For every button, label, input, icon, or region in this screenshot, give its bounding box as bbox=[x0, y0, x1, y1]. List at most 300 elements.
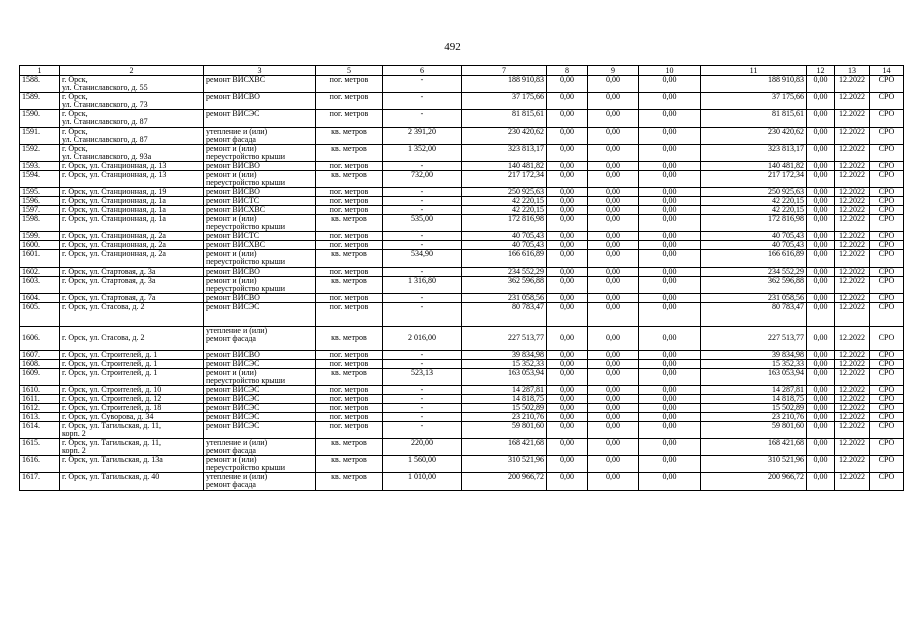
work-type-cell bbox=[204, 385, 316, 394]
work-type-cell bbox=[204, 188, 316, 197]
quantity-cell: - bbox=[383, 350, 462, 359]
fund-cell-8: 0,00 bbox=[547, 276, 588, 293]
fund-cell-8: 0,00 bbox=[547, 421, 588, 438]
total-cost-cell: 14 287,81 bbox=[462, 385, 547, 394]
row-number: 1611. bbox=[20, 394, 60, 403]
address-cell-line: ул. Станиславского, д. 87 bbox=[62, 117, 148, 127]
quantity-cell: - bbox=[383, 188, 462, 197]
fund-cell-9: 0,00 bbox=[588, 385, 639, 394]
fund-cell-8: 0,00 bbox=[547, 93, 588, 110]
address-cell-line: г. Орск, bbox=[62, 75, 88, 84]
quantity-cell: 2 391,20 bbox=[383, 127, 462, 144]
quantity-cell: 523,13 bbox=[383, 368, 462, 385]
fund-cell-10: 0,00 bbox=[639, 403, 701, 412]
unit-cell: пог. метров bbox=[316, 197, 383, 206]
address-cell bbox=[60, 232, 204, 241]
fund-cell-12: 0,00 bbox=[807, 368, 835, 385]
table-row bbox=[20, 232, 904, 241]
address-cell bbox=[60, 350, 204, 359]
fund-cell-11: 59 801,60 bbox=[701, 421, 807, 438]
address-cell-line: г. Орск, ул. Строителей, д. 1 bbox=[62, 350, 158, 359]
row-number: 1606. bbox=[20, 326, 60, 350]
deadline-cell: 12.2022 bbox=[835, 76, 870, 93]
column-header-1: 1 bbox=[20, 66, 60, 76]
column-header-7: 7 bbox=[462, 66, 547, 76]
unit-cell: кв. метров bbox=[316, 439, 383, 456]
fund-cell-12: 0,00 bbox=[807, 188, 835, 197]
deadline-cell: 12.2022 bbox=[835, 456, 870, 473]
work-type-cell-line: ремонт фасада bbox=[206, 333, 256, 343]
total-cost-cell: 39 834,98 bbox=[462, 350, 547, 359]
fund-cell-9: 0,00 bbox=[588, 276, 639, 293]
method-cell: СРО bbox=[870, 232, 904, 241]
table-header bbox=[20, 66, 904, 76]
fund-cell-10: 0,00 bbox=[639, 170, 701, 187]
work-type-cell-line: ремонт ВИСВО bbox=[206, 293, 260, 302]
column-header-14: 14 bbox=[870, 66, 904, 76]
total-cost-cell: 200 966,72 bbox=[462, 473, 547, 490]
table-row bbox=[20, 188, 904, 197]
quantity-cell: - bbox=[383, 412, 462, 421]
unit-cell: пог. метров bbox=[316, 403, 383, 412]
fund-cell-11: 14 287,81 bbox=[701, 385, 807, 394]
work-type-cell bbox=[204, 144, 316, 161]
total-cost-cell: 166 616,89 bbox=[462, 250, 547, 267]
table-row bbox=[20, 250, 904, 267]
fund-cell-12: 0,00 bbox=[807, 76, 835, 93]
column-header-2: 2 bbox=[60, 66, 204, 76]
method-cell: СРО bbox=[870, 403, 904, 412]
method-cell: СРО bbox=[870, 412, 904, 421]
table-row bbox=[20, 276, 904, 293]
fund-cell-9: 0,00 bbox=[588, 188, 639, 197]
fund-cell-12: 0,00 bbox=[807, 93, 835, 110]
fund-cell-9: 0,00 bbox=[588, 368, 639, 385]
table-row bbox=[20, 412, 904, 421]
address-cell bbox=[60, 302, 204, 326]
address-cell bbox=[60, 403, 204, 412]
fund-cell-9: 0,00 bbox=[588, 161, 639, 170]
quantity-cell: 732,00 bbox=[383, 170, 462, 187]
method-cell: СРО bbox=[870, 144, 904, 161]
row-number: 1613. bbox=[20, 412, 60, 421]
fund-cell-10: 0,00 bbox=[639, 215, 701, 232]
fund-cell-10: 0,00 bbox=[639, 76, 701, 93]
fund-cell-12: 0,00 bbox=[807, 403, 835, 412]
deadline-cell: 12.2022 bbox=[835, 302, 870, 326]
address-cell bbox=[60, 250, 204, 267]
fund-cell-8: 0,00 bbox=[547, 456, 588, 473]
fund-cell-8: 0,00 bbox=[547, 326, 588, 350]
address-cell bbox=[60, 293, 204, 302]
deadline-cell: 12.2022 bbox=[835, 110, 870, 127]
deadline-cell: 12.2022 bbox=[835, 403, 870, 412]
fund-cell-11: 310 521,96 bbox=[701, 456, 807, 473]
row-number: 1607. bbox=[20, 350, 60, 359]
fund-cell-11: 14 818,75 bbox=[701, 394, 807, 403]
deadline-cell: 12.2022 bbox=[835, 276, 870, 293]
address-cell bbox=[60, 421, 204, 438]
row-number: 1588. bbox=[20, 76, 60, 93]
fund-cell-10: 0,00 bbox=[639, 456, 701, 473]
fund-cell-12: 0,00 bbox=[807, 170, 835, 187]
fund-cell-10: 0,00 bbox=[639, 350, 701, 359]
method-cell: СРО bbox=[870, 250, 904, 267]
table-row bbox=[20, 456, 904, 473]
quantity-cell: - bbox=[383, 241, 462, 250]
address-cell-line: г. Орск, ул. Тагильская, д. 40 bbox=[62, 472, 160, 482]
fund-cell-10: 0,00 bbox=[639, 127, 701, 144]
method-cell: СРО bbox=[870, 439, 904, 456]
fund-cell-10: 0,00 bbox=[639, 93, 701, 110]
deadline-cell: 12.2022 bbox=[835, 293, 870, 302]
unit-cell: пог. метров bbox=[316, 232, 383, 241]
fund-cell-8: 0,00 bbox=[547, 197, 588, 206]
method-cell: СРО bbox=[870, 350, 904, 359]
address-cell-line: г. Орск, ул. Строителей, д. 18 bbox=[62, 403, 162, 412]
fund-cell-8: 0,00 bbox=[547, 250, 588, 267]
fund-cell-12: 0,00 bbox=[807, 394, 835, 403]
fund-cell-11: 168 421,68 bbox=[701, 439, 807, 456]
fund-cell-11: 230 420,62 bbox=[701, 127, 807, 144]
fund-cell-12: 0,00 bbox=[807, 302, 835, 326]
quantity-cell: - bbox=[383, 161, 462, 170]
fund-cell-8: 0,00 bbox=[547, 127, 588, 144]
deadline-cell: 12.2022 bbox=[835, 421, 870, 438]
column-header-9: 9 bbox=[588, 66, 639, 76]
column-header-6: 6 bbox=[383, 66, 462, 76]
table-row bbox=[20, 403, 904, 412]
fund-cell-11: 15 502,89 bbox=[701, 403, 807, 412]
work-type-cell-line: ремонт ВИСЭС bbox=[206, 385, 260, 394]
fund-cell-11: 140 481,82 bbox=[701, 161, 807, 170]
unit-cell: кв. метров bbox=[316, 276, 383, 293]
table-row bbox=[20, 206, 904, 215]
address-cell bbox=[60, 385, 204, 394]
table-body bbox=[20, 76, 904, 491]
column-header-13: 13 bbox=[835, 66, 870, 76]
table-row bbox=[20, 170, 904, 187]
fund-cell-8: 0,00 bbox=[547, 359, 588, 368]
table-row bbox=[20, 350, 904, 359]
address-cell bbox=[60, 170, 204, 187]
work-type-cell-line: ремонт ВИСВО bbox=[206, 267, 260, 276]
deadline-cell: 12.2022 bbox=[835, 412, 870, 421]
work-type-cell-line: переустройство крыши bbox=[206, 283, 286, 293]
fund-cell-10: 0,00 bbox=[639, 188, 701, 197]
total-cost-cell: 310 521,96 bbox=[462, 456, 547, 473]
fund-cell-11: 323 813,17 bbox=[701, 144, 807, 161]
column-header-8: 8 bbox=[547, 66, 588, 76]
row-number: 1604. bbox=[20, 293, 60, 302]
unit-cell: пог. метров bbox=[316, 394, 383, 403]
fund-cell-12: 0,00 bbox=[807, 293, 835, 302]
fund-cell-10: 0,00 bbox=[639, 197, 701, 206]
work-type-cell bbox=[204, 473, 316, 490]
fund-cell-11: 37 175,66 bbox=[701, 93, 807, 110]
address-cell-line: г. Орск, ул. Тагильская, д. 11, bbox=[62, 421, 161, 430]
address-cell bbox=[60, 215, 204, 232]
address-cell bbox=[60, 241, 204, 250]
unit-cell: кв. метров bbox=[316, 326, 383, 350]
fund-cell-11: 188 910,83 bbox=[701, 76, 807, 93]
deadline-cell: 12.2022 bbox=[835, 250, 870, 267]
column-header-5: 5 bbox=[316, 66, 383, 76]
unit-cell: пог. метров bbox=[316, 293, 383, 302]
quantity-cell: - bbox=[383, 93, 462, 110]
table-row bbox=[20, 293, 904, 302]
method-cell: СРО bbox=[870, 302, 904, 326]
fund-cell-8: 0,00 bbox=[547, 161, 588, 170]
total-cost-cell: 40 705,43 bbox=[462, 232, 547, 241]
fund-cell-8: 0,00 bbox=[547, 385, 588, 394]
fund-cell-11: 172 816,98 bbox=[701, 215, 807, 232]
method-cell: СРО bbox=[870, 385, 904, 394]
address-cell-line: г. Орск, ул. Станционная, д. 1а bbox=[62, 196, 166, 206]
address-cell bbox=[60, 93, 204, 110]
fund-cell-12: 0,00 bbox=[807, 412, 835, 421]
row-number: 1614. bbox=[20, 421, 60, 438]
fund-cell-12: 0,00 bbox=[807, 276, 835, 293]
fund-cell-8: 0,00 bbox=[547, 412, 588, 421]
fund-cell-8: 0,00 bbox=[547, 267, 588, 276]
row-number: 1595. bbox=[20, 188, 60, 197]
fund-cell-12: 0,00 bbox=[807, 326, 835, 350]
fund-cell-9: 0,00 bbox=[588, 473, 639, 490]
fund-cell-11: 163 053,94 bbox=[701, 368, 807, 385]
fund-cell-10: 0,00 bbox=[639, 326, 701, 350]
fund-cell-11: 250 925,63 bbox=[701, 188, 807, 197]
method-cell: СРО bbox=[870, 326, 904, 350]
deadline-cell: 12.2022 bbox=[835, 127, 870, 144]
work-type-cell-line: ремонт ВИСТС bbox=[206, 196, 260, 206]
work-type-cell-line: ремонт ВИСЭС bbox=[206, 421, 260, 430]
address-cell-line: г. Орск, ул. Стасова, д. 2 bbox=[62, 302, 145, 311]
row-number: 1612. bbox=[20, 403, 60, 412]
table-row bbox=[20, 473, 904, 490]
work-type-cell bbox=[204, 215, 316, 232]
work-type-cell-line: ремонт фасада bbox=[206, 134, 256, 144]
work-type-cell bbox=[204, 403, 316, 412]
work-type-cell bbox=[204, 250, 316, 267]
address-cell-line: г. Орск, ул. Станционная, д. 2а bbox=[62, 249, 166, 259]
address-cell-line: г. Орск, bbox=[62, 109, 88, 119]
address-cell-line: г. Орск, ул. Суворова, д. 34 bbox=[62, 412, 154, 421]
work-type-cell-line: переустройство крыши bbox=[206, 463, 286, 473]
total-cost-cell: 23 210,76 bbox=[462, 412, 547, 421]
work-type-cell-line: ремонт ВИСТС bbox=[206, 231, 260, 241]
fund-cell-9: 0,00 bbox=[588, 250, 639, 267]
address-cell bbox=[60, 127, 204, 144]
fund-cell-11: 200 966,72 bbox=[701, 473, 807, 490]
table-row bbox=[20, 394, 904, 403]
unit-cell: кв. метров bbox=[316, 215, 383, 232]
fund-cell-12: 0,00 bbox=[807, 161, 835, 170]
total-cost-cell: 59 801,60 bbox=[462, 421, 547, 438]
method-cell: СРО bbox=[870, 206, 904, 215]
fund-cell-10: 0,00 bbox=[639, 394, 701, 403]
address-cell bbox=[60, 456, 204, 473]
total-cost-cell: 140 481,82 bbox=[462, 161, 547, 170]
deadline-cell: 12.2022 bbox=[835, 359, 870, 368]
fund-cell-12: 0,00 bbox=[807, 144, 835, 161]
unit-cell: кв. метров bbox=[316, 250, 383, 267]
work-type-cell bbox=[204, 456, 316, 473]
address-cell-line: г. Орск, ул. Строителей, д. 12 bbox=[62, 394, 162, 403]
fund-cell-9: 0,00 bbox=[588, 197, 639, 206]
quantity-cell: - bbox=[383, 206, 462, 215]
row-number: 1591. bbox=[20, 127, 60, 144]
deadline-cell: 12.2022 bbox=[835, 473, 870, 490]
quantity-cell: - bbox=[383, 403, 462, 412]
unit-cell: пог. метров bbox=[316, 385, 383, 394]
work-type-cell-line: ремонт ВИСЭС bbox=[206, 302, 260, 311]
quantity-cell: - bbox=[383, 267, 462, 276]
work-type-cell-line: утепление и (или) bbox=[206, 127, 268, 136]
work-type-cell bbox=[204, 439, 316, 456]
fund-cell-10: 0,00 bbox=[639, 110, 701, 127]
fund-cell-10: 0,00 bbox=[639, 421, 701, 438]
deadline-cell: 12.2022 bbox=[835, 215, 870, 232]
total-cost-cell: 40 705,43 bbox=[462, 241, 547, 250]
table-row bbox=[20, 326, 904, 350]
row-number: 1609. bbox=[20, 368, 60, 385]
fund-cell-8: 0,00 bbox=[547, 439, 588, 456]
fund-cell-10: 0,00 bbox=[639, 473, 701, 490]
address-cell bbox=[60, 412, 204, 421]
address-cell bbox=[60, 110, 204, 127]
row-number: 1610. bbox=[20, 385, 60, 394]
address-cell-line: г. Орск, ул. Строителей, д. 1 bbox=[62, 359, 158, 368]
total-cost-cell: 227 513,77 bbox=[462, 326, 547, 350]
quantity-cell: - bbox=[383, 421, 462, 438]
method-cell: СРО bbox=[870, 241, 904, 250]
row-number: 1594. bbox=[20, 170, 60, 187]
work-type-cell-line: ремонт ВИСХВС bbox=[206, 240, 266, 250]
column-header-3: 3 bbox=[204, 66, 316, 76]
method-cell: СРО bbox=[870, 110, 904, 127]
fund-cell-10: 0,00 bbox=[639, 302, 701, 326]
total-cost-cell: 42 220,15 bbox=[462, 206, 547, 215]
address-cell-line: г. Орск, ул. Станционная, д. 2а bbox=[62, 231, 166, 241]
quantity-cell: - bbox=[383, 76, 462, 93]
work-type-cell-line: переустройство крыши bbox=[206, 257, 286, 267]
work-type-cell-line: переустройство крыши bbox=[206, 151, 286, 161]
total-cost-cell: 188 910,83 bbox=[462, 76, 547, 93]
deadline-cell: 12.2022 bbox=[835, 368, 870, 385]
row-number: 1602. bbox=[20, 267, 60, 276]
fund-cell-11: 227 513,77 bbox=[701, 326, 807, 350]
total-cost-cell: 323 813,17 bbox=[462, 144, 547, 161]
deadline-cell: 12.2022 bbox=[835, 394, 870, 403]
total-cost-cell: 217 172,34 bbox=[462, 170, 547, 187]
fund-cell-9: 0,00 bbox=[588, 93, 639, 110]
fund-cell-9: 0,00 bbox=[588, 127, 639, 144]
address-cell bbox=[60, 394, 204, 403]
work-type-cell bbox=[204, 170, 316, 187]
fund-cell-12: 0,00 bbox=[807, 350, 835, 359]
address-cell-line: ул. Станиславского, д. 55 bbox=[62, 83, 148, 92]
work-type-cell-line: ремонт ВИСЭС bbox=[206, 109, 260, 119]
column-header-11: 11 bbox=[701, 66, 807, 76]
deadline-cell: 12.2022 bbox=[835, 161, 870, 170]
fund-cell-12: 0,00 bbox=[807, 110, 835, 127]
fund-cell-9: 0,00 bbox=[588, 439, 639, 456]
work-type-cell-line: ремонт ВИСЭС bbox=[206, 403, 260, 412]
address-cell-line: г. Орск, ул. Стартовая, д. 3а bbox=[62, 267, 156, 276]
method-cell: СРО bbox=[870, 421, 904, 438]
work-type-cell-line: ремонт и (или) bbox=[206, 144, 257, 153]
fund-cell-9: 0,00 bbox=[588, 403, 639, 412]
method-cell: СРО bbox=[870, 359, 904, 368]
address-cell bbox=[60, 144, 204, 161]
fund-cell-8: 0,00 bbox=[547, 394, 588, 403]
deadline-cell: 12.2022 bbox=[835, 267, 870, 276]
deadline-cell: 12.2022 bbox=[835, 326, 870, 350]
fund-cell-12: 0,00 bbox=[807, 267, 835, 276]
quantity-cell: - bbox=[383, 232, 462, 241]
method-cell: СРО bbox=[870, 76, 904, 93]
fund-cell-9: 0,00 bbox=[588, 421, 639, 438]
work-type-cell-line: переустройство крыши bbox=[206, 177, 286, 187]
fund-cell-9: 0,00 bbox=[588, 456, 639, 473]
table-row bbox=[20, 302, 904, 326]
address-cell bbox=[60, 473, 204, 490]
work-type-cell bbox=[204, 293, 316, 302]
row-number: 1599. bbox=[20, 232, 60, 241]
fund-cell-8: 0,00 bbox=[547, 76, 588, 93]
address-cell bbox=[60, 368, 204, 385]
unit-cell: кв. метров bbox=[316, 127, 383, 144]
work-type-cell-line: ремонт и (или) bbox=[206, 276, 257, 285]
work-type-cell bbox=[204, 302, 316, 326]
work-type-cell bbox=[204, 368, 316, 385]
unit-cell: кв. метров bbox=[316, 368, 383, 385]
total-cost-cell: 234 552,29 bbox=[462, 267, 547, 276]
row-number: 1605. bbox=[20, 302, 60, 326]
quantity-cell: 534,90 bbox=[383, 250, 462, 267]
address-cell bbox=[60, 439, 204, 456]
work-type-cell-line: ремонт ВИСЭС bbox=[206, 394, 260, 403]
table-row bbox=[20, 368, 904, 385]
fund-cell-11: 40 705,43 bbox=[701, 241, 807, 250]
fund-cell-10: 0,00 bbox=[639, 250, 701, 267]
total-cost-cell: 15 352,33 bbox=[462, 359, 547, 368]
work-type-cell-line: ремонт ВИСЭС bbox=[206, 412, 260, 421]
work-type-cell bbox=[204, 161, 316, 170]
fund-cell-8: 0,00 bbox=[547, 473, 588, 490]
fund-cell-9: 0,00 bbox=[588, 359, 639, 368]
work-type-cell-line: ремонт и (или) bbox=[206, 455, 257, 465]
fund-cell-12: 0,00 bbox=[807, 206, 835, 215]
address-cell bbox=[60, 76, 204, 93]
row-number: 1598. bbox=[20, 215, 60, 232]
row-number: 1589. bbox=[20, 93, 60, 110]
address-cell-line: г. Орск, ул. Станционная, д. 19 bbox=[62, 187, 167, 197]
address-cell-line: г. Орск, ул. Станционная, д. 1а bbox=[62, 205, 166, 215]
fund-cell-9: 0,00 bbox=[588, 206, 639, 215]
fund-cell-8: 0,00 bbox=[547, 293, 588, 302]
fund-cell-9: 0,00 bbox=[588, 350, 639, 359]
address-cell bbox=[60, 161, 204, 170]
fund-cell-8: 0,00 bbox=[547, 368, 588, 385]
work-type-cell-line: ремонт и (или) bbox=[206, 170, 257, 179]
work-type-cell bbox=[204, 412, 316, 421]
fund-cell-11: 23 210,76 bbox=[701, 412, 807, 421]
row-number: 1616. bbox=[20, 456, 60, 473]
quantity-cell: 535,00 bbox=[383, 215, 462, 232]
work-type-cell bbox=[204, 241, 316, 250]
